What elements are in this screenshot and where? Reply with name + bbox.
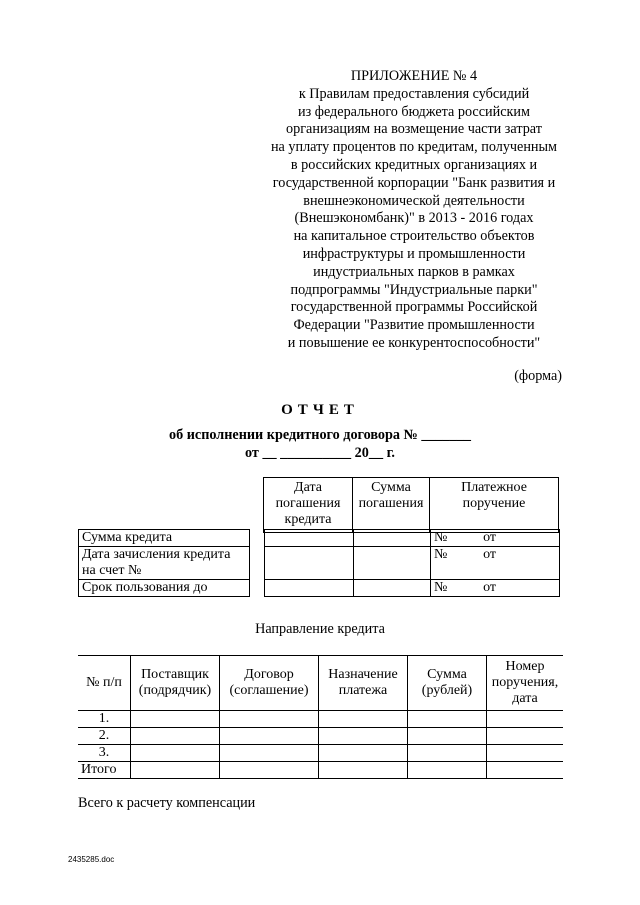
appendix-line: на капитальное строительство объектов: [293, 228, 535, 245]
from-label: от: [483, 530, 496, 545]
contract-date-line: от __ __________ 20__ г.: [245, 445, 395, 461]
appendix-line: подпрограммы "Индустриальные парки": [290, 281, 538, 298]
number-sign: №: [434, 547, 448, 562]
table-row: [79, 580, 560, 597]
table-header-row: [78, 656, 563, 711]
appendix-line: в российских кредитных организациях и: [290, 156, 538, 173]
sum-cell[interactable]: [408, 711, 487, 728]
repayment-sum-cell[interactable]: [354, 547, 431, 580]
header-repayment-date: Дата погашения кредита: [264, 478, 353, 533]
row-number: 2.: [78, 728, 131, 745]
repayment-date-cell[interactable]: [265, 547, 354, 580]
row-label: Срок пользования до: [79, 580, 250, 597]
column-header-order: Номер поручения, дата: [487, 656, 564, 711]
order-cell[interactable]: [487, 745, 564, 762]
column-header-contract: Договор (соглашение): [220, 656, 319, 711]
form-label: (форма): [514, 368, 562, 384]
row-number: 3.: [78, 745, 131, 762]
appendix-line: на уплату процентов по кредитам, полученным: [270, 139, 558, 156]
column-header-sum: Сумма (рублей): [408, 656, 487, 711]
column-header-purpose: Назначение платежа: [319, 656, 408, 711]
row-number: 1.: [78, 711, 131, 728]
column-header-number: № п/п: [78, 656, 131, 711]
appendix-line: индустриальных парков в рамках: [313, 263, 515, 280]
report-subtitle: [0, 426, 640, 462]
contract-cell[interactable]: [220, 711, 319, 728]
appendix-line: государственной программы Российской: [290, 299, 538, 316]
contract-cell[interactable]: [220, 745, 319, 762]
table-row: [78, 745, 563, 762]
appendix-line: к Правилам предоставления субсидий: [298, 85, 530, 102]
sum-cell[interactable]: [408, 728, 487, 745]
header-repayment-sum: Сумма погашения: [353, 478, 430, 533]
credit-direction-title: Направление кредита: [255, 621, 385, 637]
credit-table-header: [263, 477, 559, 533]
from-label: от: [483, 547, 496, 562]
appendix-line: (Внешэкономбанк)" в 2013 - 2016 годах: [294, 210, 534, 227]
table-row-total: [78, 762, 563, 779]
column-header-supplier: Поставщик (подрядчик): [131, 656, 220, 711]
number-sign: №: [434, 580, 448, 595]
purpose-cell[interactable]: [319, 728, 408, 745]
table-row: [78, 711, 563, 728]
appendix-line: ПРИЛОЖЕНИЕ № 4: [350, 68, 478, 84]
table-row: [79, 547, 560, 580]
document-filename: 2435285.doc: [68, 855, 115, 864]
repayment-sum-cell[interactable]: [354, 580, 431, 597]
payment-order-cell[interactable]: [431, 547, 560, 580]
supplier-cell[interactable]: [131, 711, 220, 728]
appendix-header: [254, 68, 574, 353]
total-compensation-label: Всего к расчету компенсации: [78, 795, 256, 811]
supplier-cell[interactable]: [131, 745, 220, 762]
order-cell[interactable]: [487, 728, 564, 745]
row-label: Дата зачисления кредита на счет №: [79, 547, 250, 580]
order-cell[interactable]: [487, 762, 564, 779]
credit-table: [78, 529, 560, 597]
appendix-line: внешнеэкономической деятельности: [303, 192, 525, 209]
appendix-line: Федерации "Развитие промышленности: [293, 317, 535, 334]
purpose-cell[interactable]: [319, 711, 408, 728]
repayment-date-cell[interactable]: [265, 530, 354, 547]
supplier-cell[interactable]: [131, 728, 220, 745]
row-label: Сумма кредита: [79, 530, 250, 547]
from-label: от: [483, 580, 496, 595]
appendix-line: инфраструктуры и промышленности: [302, 245, 526, 262]
sum-cell[interactable]: [408, 762, 487, 779]
contract-cell[interactable]: [220, 762, 319, 779]
header-payment-order: Платежное поручение: [430, 478, 559, 533]
order-cell[interactable]: [487, 711, 564, 728]
report-title: ОТЧЕТ: [281, 402, 359, 418]
contract-number-line: об исполнении кредитного договора № _______: [168, 427, 472, 443]
purpose-cell[interactable]: [319, 745, 408, 762]
payment-order-cell[interactable]: [431, 530, 560, 547]
appendix-line: и повышение ее конкурентоспособности": [287, 334, 541, 351]
purpose-cell[interactable]: [319, 762, 408, 779]
table-row: [79, 530, 560, 547]
appendix-line: организациям на возмещение части затрат: [286, 121, 542, 138]
number-sign: №: [434, 530, 448, 545]
payment-order-cell[interactable]: [431, 580, 560, 597]
table-row: [78, 728, 563, 745]
supplier-cell[interactable]: [131, 762, 220, 779]
total-label: Итого: [78, 762, 131, 779]
repayment-sum-cell[interactable]: [354, 530, 431, 547]
repayment-date-cell[interactable]: [265, 580, 354, 597]
credit-direction-table: [78, 655, 563, 779]
contract-cell[interactable]: [220, 728, 319, 745]
appendix-line: из федерального бюджета российским: [298, 103, 530, 120]
appendix-line: государственной корпорации "Банк развития и: [272, 174, 556, 191]
sum-cell[interactable]: [408, 745, 487, 762]
